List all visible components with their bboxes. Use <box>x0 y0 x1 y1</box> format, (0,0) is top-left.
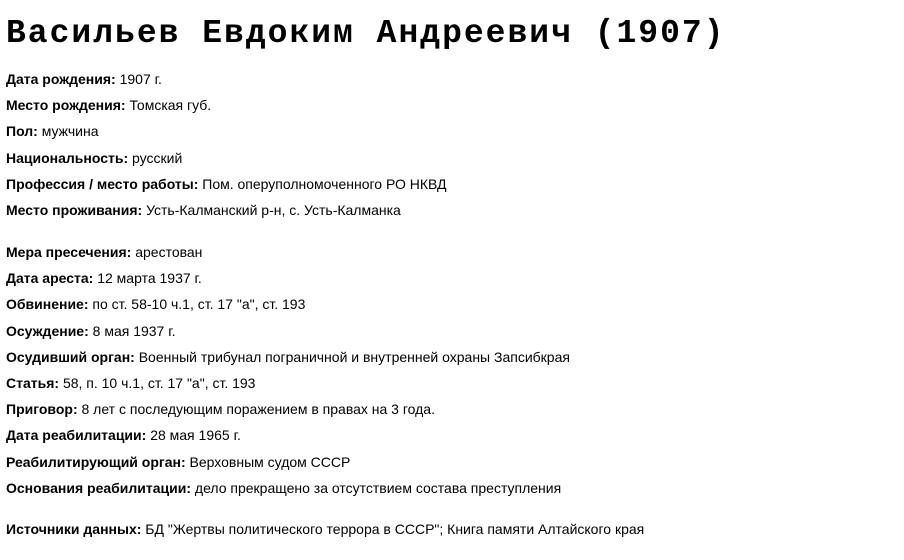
field-value: Верховным судом СССР <box>189 453 351 470</box>
field-value: 1907 г. <box>119 71 162 87</box>
field-value: дело прекращено за отсутствием состава преступления <box>194 479 562 496</box>
field-value: 28 мая 1965 г. <box>150 427 241 444</box>
field-label: Национальность: <box>6 149 129 166</box>
field-label: Источники данных: <box>6 521 142 537</box>
field-value: Томская губ. <box>129 97 212 114</box>
field-label: Место проживания: <box>6 201 143 218</box>
field-label: Реабилитирующий орган: <box>6 453 186 470</box>
field-value: русский <box>132 149 183 166</box>
field-label: Приговор: <box>6 401 78 418</box>
field-row-occupation <box>6 175 447 201</box>
field-row-conviction <box>6 322 570 348</box>
field-row-convicting-body <box>6 348 570 374</box>
field-label: Статья: <box>6 374 60 391</box>
field-label: Профессия / место работы: <box>6 175 199 192</box>
sources-section <box>6 520 644 546</box>
field-label: Дата рождения: <box>6 71 116 87</box>
field-row-charge <box>6 295 570 321</box>
field-value: БД "Жертвы политического террора в СССР"; Книга памяти Алтайского края <box>145 521 645 537</box>
field-value: Военный трибунал пограничной и внутренней охраны Запсибкрая <box>138 348 570 365</box>
field-row-gender <box>6 122 447 148</box>
field-row-sentence <box>6 400 570 426</box>
case-info-section <box>6 243 570 505</box>
field-value: Усть-Калманский р-н, с. Усть-Калманка <box>146 201 401 218</box>
field-label: Дата ареста: <box>6 270 94 287</box>
field-row-residence <box>6 201 447 227</box>
field-value: мужчина <box>41 123 99 140</box>
field-value: 8 мая 1937 г. <box>92 322 176 339</box>
page-title: Васильев Евдоким Андреевич (1907) <box>6 15 726 52</box>
field-row-article <box>6 374 570 400</box>
field-row-nationality <box>6 149 447 175</box>
field-row-arrest-date <box>6 269 570 295</box>
field-row-sources <box>6 520 644 546</box>
field-value: 8 лет с последующим поражением в правах на 3 года. <box>81 401 435 418</box>
field-row-rehabilitating-body <box>6 453 570 479</box>
field-row-rehabilitation-date <box>6 426 570 452</box>
field-value: Пом. оперуполномоченного РО НКВД <box>202 175 447 192</box>
field-label: Осудивший орган: <box>6 348 135 365</box>
field-label: Основания реабилитации: <box>6 479 192 496</box>
personal-info-section <box>6 70 447 227</box>
field-row-birth-place <box>6 96 447 122</box>
field-row-restraint <box>6 243 570 269</box>
field-label: Место рождения: <box>6 97 126 114</box>
field-label: Мера пресечения: <box>6 244 132 260</box>
field-row-rehabilitation-grounds <box>6 479 570 505</box>
field-value: по ст. 58-10 ч.1, ст. 17 "а", ст. 193 <box>92 296 306 313</box>
field-label: Осуждение: <box>6 322 89 339</box>
field-row-birth-date <box>6 70 447 96</box>
field-value: 12 марта 1937 г. <box>97 270 202 287</box>
field-value: 58, п. 10 ч.1, ст. 17 "а", ст. 193 <box>62 374 256 391</box>
field-value: арестован <box>135 244 203 260</box>
field-label: Дата реабилитации: <box>6 427 147 444</box>
field-label: Обвинение: <box>6 296 89 313</box>
field-label: Пол: <box>6 123 38 140</box>
